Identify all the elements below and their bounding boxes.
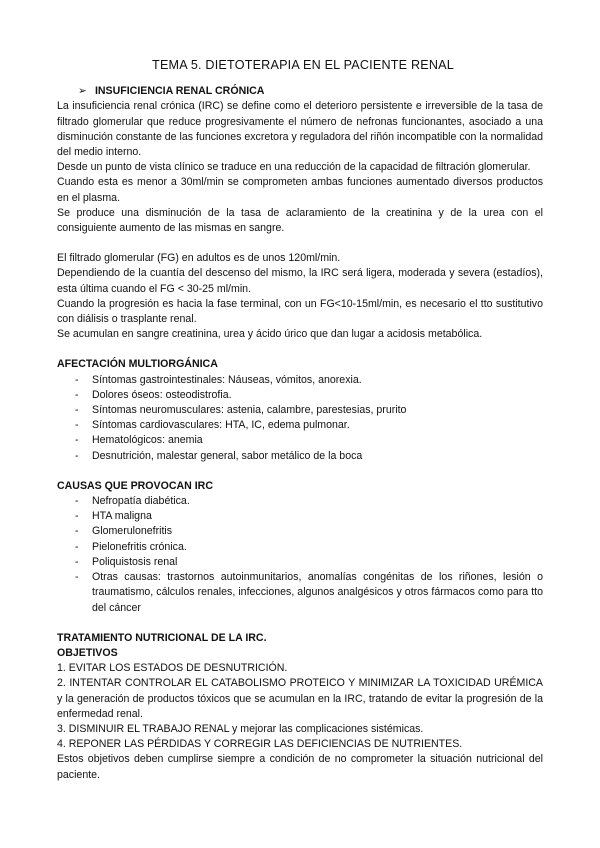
section-heading-label: INSUFICIENCIA RENAL CRÓNICA [94,85,265,98]
paragraph: El filtrado glomerular (FG) en adultos es de unos 120ml/min. [57,252,341,265]
dash-bullet: - [75,555,79,568]
paragraph: Dependiendo de la cuantía del descenso del mismo, la IRC será ligera, moderada y severa (estadíos), esta última cuando el FG < 30-25 ml/min. [57,267,543,295]
page-title: TEMA 5. DIETOTERAPIA EN EL PACIENTE RENAL [152,58,454,72]
paragraph: La insuficiencia renal crónica (IRC) se define como el deterioro persistente e irreversible de la tasa de filtrado glomerular que reduce progresivamente el número de nefronas funcionantes, asociado a una disminución constante de las funciones excretora y reguladora del riñón incompatible con la normalidad del medio interno. [57,100,543,159]
dash-bullet: - [75,525,79,538]
afectacion-list [57,373,543,464]
dash-bullet: - [75,449,79,462]
arrow-bullet-icon: ➢ [78,85,87,98]
list-item: - Pielonefritis crónica. [57,540,543,555]
dash-bullet: - [75,510,79,523]
list-item: - Síntomas cardiovasculares: HTA, IC, edema pulmonar. [57,418,543,433]
section-heading-tratamiento: TRATAMIENTO NUTRICIONAL DE LA IRC. [57,631,267,644]
dash-bullet: - [75,540,79,553]
section-heading-causas: CAUSAS QUE PROVOCAN IRC [57,479,213,492]
dash-bullet: - [75,388,79,401]
paragraph: Desde un punto de vista clínico se traduce en una reducción de la capacidad de filtración glomerular. [57,161,531,174]
list-item: - Hematológicos: anemia [57,433,543,448]
list-item: - Síntomas gastrointestinales: Náuseas, vómitos, anorexia. [57,373,543,388]
dash-bullet: - [75,419,79,432]
objective-line: 2. INTENTAR CONTROLAR EL CATABOLISMO PROTEICO Y MINIMIZAR LA TOXICIDAD URÉMICA y la generación de productos tóxicos que se acumulan en la IRC, tratando de evitar la progresión de la enfermedad renal. [57,677,543,720]
paragraph: Cuando la progresión es hacia la fase terminal, con un FG<10-15ml/min, es necesario el tto sustitutivo con diálisis o trasplante renal. [57,297,543,326]
section-heading-insuficiencia [57,84,543,99]
document-page [57,46,543,783]
list-item: - Otras causas: trastornos autoinmunitarios, anomalías congénitas de los riñones, lesión o traumatismo, cálculos renales, infecciones, algunos analgésicos y otros fármacos como para tto del cáncer [75,571,543,614]
dash-bullet: - [75,495,79,508]
dash-bullet: - [75,434,79,447]
paragraph: Estos objetivos deben cumplirse siempre a condición de no comprometer la situación nutricional del paciente. [57,753,543,781]
causas-list [57,494,543,616]
list-item: - Poliquistosis renal [57,555,543,570]
objetivos-heading: OBJETIVOS [57,646,118,659]
list-item: - Nefropatía diabética. [57,494,543,509]
objective-line: 1. EVITAR LOS ESTADOS DE DESNUTRICIÓN. [57,662,288,675]
dash-bullet: - [75,373,79,386]
list-item: - HTA maligna [57,509,543,524]
section-heading-afectacion: AFECTACIÓN MULTIORGÁNICA [57,358,218,371]
list-item: - Síntomas neuromusculares: astenia, calambre, parestesias, prurito [57,403,543,418]
paragraph: Se acumulan en sangre creatinina, urea y ácido úrico que dan lugar a acidosis metabólica. [57,328,483,341]
list-item: - Desnutrición, malestar general, sabor metálico de la boca [57,449,543,464]
dash-bullet: - [75,404,79,417]
paragraph: Cuando esta es menor a 30ml/min se comprometen ambas funciones aumentado diversos productos en el plasma. [57,176,543,204]
objective-line: 4. REPONER LAS PÉRDIDAS Y CORREGIR LAS DEFICIENCIAS DE NUTRIENTES. [57,738,463,751]
paragraph: Se produce una disminución de la tasa de aclaramiento de la creatinina y de la urea con el consiguiente aumento de las mismas en sangre. [57,206,543,235]
list-item: - Dolores óseos: osteodistrofia. [57,388,543,403]
objective-line: 3. DISMINUIR EL TRABAJO RENAL y mejorar las complicaciones sistémicas. [57,722,424,735]
dash-bullet: - [75,571,79,584]
list-item: - Glomerulonefritis [57,524,543,539]
